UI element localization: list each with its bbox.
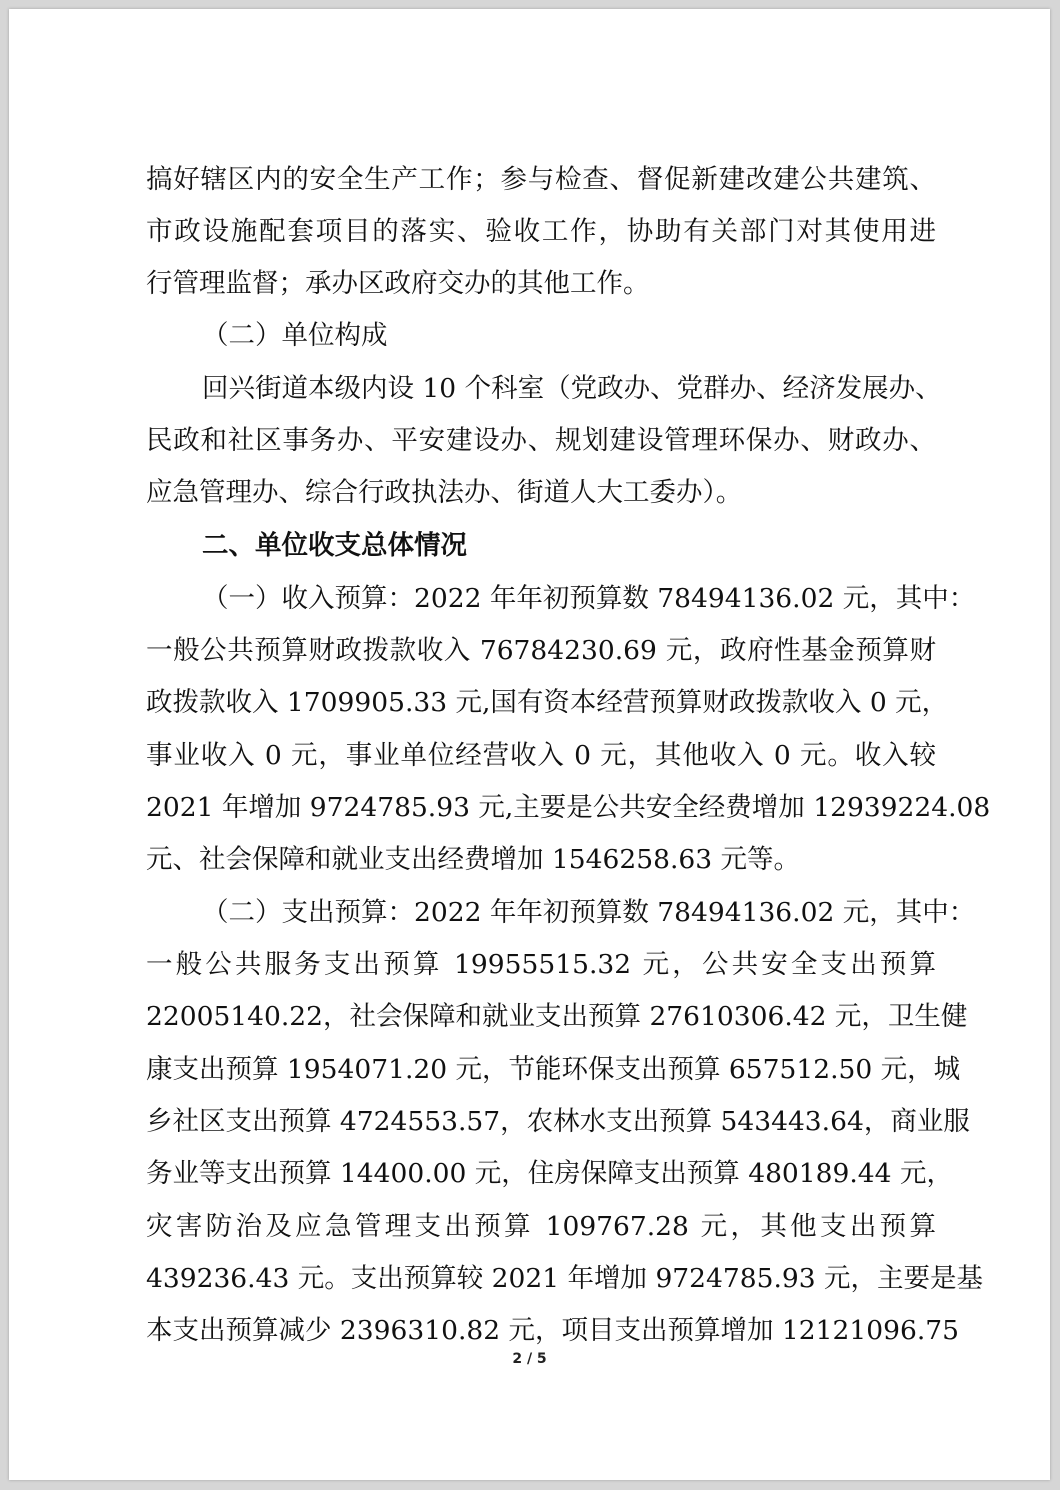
subsection-heading: （二）单位构成 [202,320,388,351]
text-line: 行管理监督；承办区政府交办的其他工作。 [146,268,650,299]
text-line: 市政设施配套项目的落实、验收工作，协助有关部门对其使用进 [146,216,936,247]
text-line: 政拨款收入 1709905.33 元,国有资本经营预算财政拨款收入 0 元， [146,687,949,718]
text-line: 元、社会保障和就业支出经费增加 1546258.63 元等。 [146,844,801,875]
document-page [9,9,1050,1480]
text-line: 本支出预算减少 2396310.82 元，项目支出预算增加 12121096.75 [146,1315,959,1346]
text-line: 搞好辖区内的安全生产工作；参与检查、督促新建改建公共建筑、 [146,164,936,195]
text-line: 439236.43 元。支出预算较 2021 年增加 9724785.93 元，主要是基 [146,1263,984,1294]
text-line: 务业等支出预算 14400.00 元，住房保障支出预算 480189.44 元， [146,1158,953,1189]
text-line: 一般公共预算财政拨款收入 76784230.69 元，政府性基金预算财 [146,635,936,666]
text-line: 2021 年增加 9724785.93 元,主要是公共安全经费增加 12939224.08 [146,792,991,823]
text-line: 应急管理办、综合行政执法办、街道人大工委办）。 [146,477,743,508]
section-heading: 二、单位收支总体情况 [202,530,467,561]
text-line: 事业收入 0 元，事业单位经营收入 0 元，其他收入 0 元。收入较 [146,740,936,771]
text-line: 22005140.22，社会保障和就业支出预算 27610306.42 元，卫生健 [146,1001,968,1032]
text-line: 一般公共服务支出预算 19955515.32 元，公共安全支出预算 [146,949,936,980]
text-line: 民政和社区事务办、平安建设办、规划建设管理环保办、财政办、 [146,425,936,456]
text-line: 乡社区支出预算 4724553.57，农林水支出预算 543443.64，商业服 [146,1106,970,1137]
text-line: （二）支出预算：2022 年年初预算数 78494136.02 元，其中： [202,897,976,928]
text-line: （一）收入预算：2022 年年初预算数 78494136.02 元，其中： [202,583,976,614]
text-line: 回兴街道本级内设 10 个科室（党政办、党群办、经济发展办、 [202,373,942,404]
page-number: 2 / 5 [512,1351,547,1367]
text-line: 康支出预算 1954071.20 元，节能环保支出预算 657512.50 元，城 [146,1054,961,1085]
text-line: 灾害防治及应急管理支出预算 109767.28 元，其他支出预算 [146,1211,936,1242]
